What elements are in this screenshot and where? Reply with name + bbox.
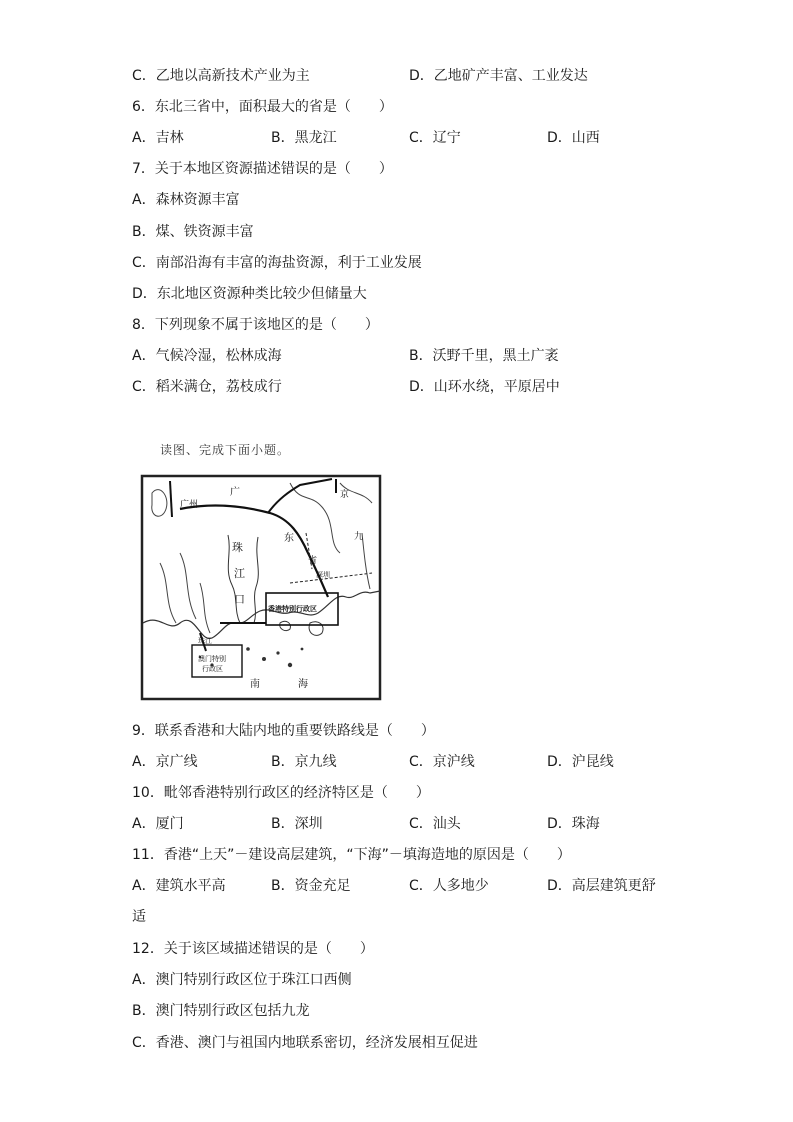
map-label-guangzhou: 广州 [180, 500, 199, 510]
q8-option-a: A．气候冷湿，松林成海 [132, 348, 282, 364]
map-label-kou: 口 [234, 593, 245, 606]
q9-option-c: C．京沪线 [409, 754, 475, 770]
q12-option-c: C．香港、澳门与祖国内地联系密切，经济发展相互促进 [132, 1035, 478, 1051]
map-label-jiang: 江 [234, 567, 245, 580]
map-caption: 读图、完成下面小题。 [160, 443, 291, 457]
q11-option-d: D．高层建筑更舒 [547, 878, 656, 894]
q7-option-a: A．森林资源丰富 [132, 192, 240, 208]
q9-option-a: A．京广线 [132, 754, 198, 770]
map-label-jiu: 九 [354, 532, 364, 542]
map-label-hk: 香港特别行政区 [268, 605, 317, 613]
q8-option-c: C．稻米满仓，荔枝成行 [132, 379, 282, 395]
q6-stem: 6．东北三省中，面积最大的省是（ ） [132, 99, 393, 115]
q7-option-d: D．东北地区资源种类比较少但储量大 [132, 286, 367, 302]
map-label-guang: 广 [230, 487, 240, 498]
q6-option-d: D．山西 [547, 130, 600, 146]
q11-option-d-wrap: 适 [132, 909, 146, 925]
map-label-zhuhai: 珠江 [198, 637, 212, 645]
q11-stem: 11．香港“上天”－建设高层建筑，“下海”－填海造地的原因是（ ） [132, 847, 571, 863]
q12-option-b: B．澳门特别行政区包括九龙 [132, 1003, 310, 1019]
q10-option-d: D．珠海 [547, 816, 600, 832]
q7-option-b: B．煤、铁资源丰富 [132, 224, 254, 240]
map-label-dong: 东 [284, 533, 294, 544]
q7-option-c: C．南部沿海有丰富的海盐资源，利于工业发展 [132, 255, 422, 271]
q12-option-a: A．澳门特别行政区位于珠江口西侧 [132, 972, 352, 988]
q9-option-d: D．沪昆线 [547, 754, 614, 770]
q8-option-b: B．沃野千里，黑土广袤 [409, 348, 559, 364]
q6-option-b: B．黑龙江 [271, 130, 337, 146]
q6-option-a: A．吉林 [132, 130, 184, 146]
map-label-zhu: 珠 [232, 541, 243, 554]
q11-option-c: C．人多地少 [409, 878, 489, 894]
map-label-shenzhen: 深圳 [316, 571, 330, 579]
q10-option-c: C．汕头 [409, 816, 461, 832]
map-label-macao-2: 行政区 [202, 665, 223, 673]
pearl-river-delta-map [140, 473, 384, 702]
q8-option-d: D．山环水绕，平原居中 [409, 379, 560, 395]
map-label-nan: 南 [250, 679, 260, 690]
q9-option-b: B．京九线 [271, 754, 337, 770]
q10-option-b: B．深圳 [271, 816, 323, 832]
q8-stem: 8．下列现象不属于该地区的是（ ） [132, 317, 379, 333]
q11-option-b: B．资金充足 [271, 878, 351, 894]
q10-stem: 10．毗邻香港特别行政区的经济特区是（ ） [132, 785, 430, 801]
q5-option-d: D．乙地矿产丰富、工业发达 [409, 68, 588, 84]
q9-stem: 9．联系香港和大陆内地的重要铁路线是（ ） [132, 723, 435, 739]
q10-option-a: A．厦门 [132, 816, 184, 832]
q7-stem: 7．关于本地区资源描述错误的是（ ） [132, 161, 393, 177]
map-label-macao-1: 澳门特别 [198, 655, 226, 663]
q11-option-a: A．建筑水平高 [132, 878, 226, 894]
map-label-hai: 海 [298, 679, 308, 690]
map-label-jing: 京 [340, 490, 350, 500]
q5-option-c: C．乙地以高新技术产业为主 [132, 68, 310, 84]
q12-stem: 12．关于该区域描述错误的是（ ） [132, 941, 374, 957]
q6-option-c: C．辽宁 [409, 130, 461, 146]
map-label-sheng: 省 [308, 556, 318, 566]
